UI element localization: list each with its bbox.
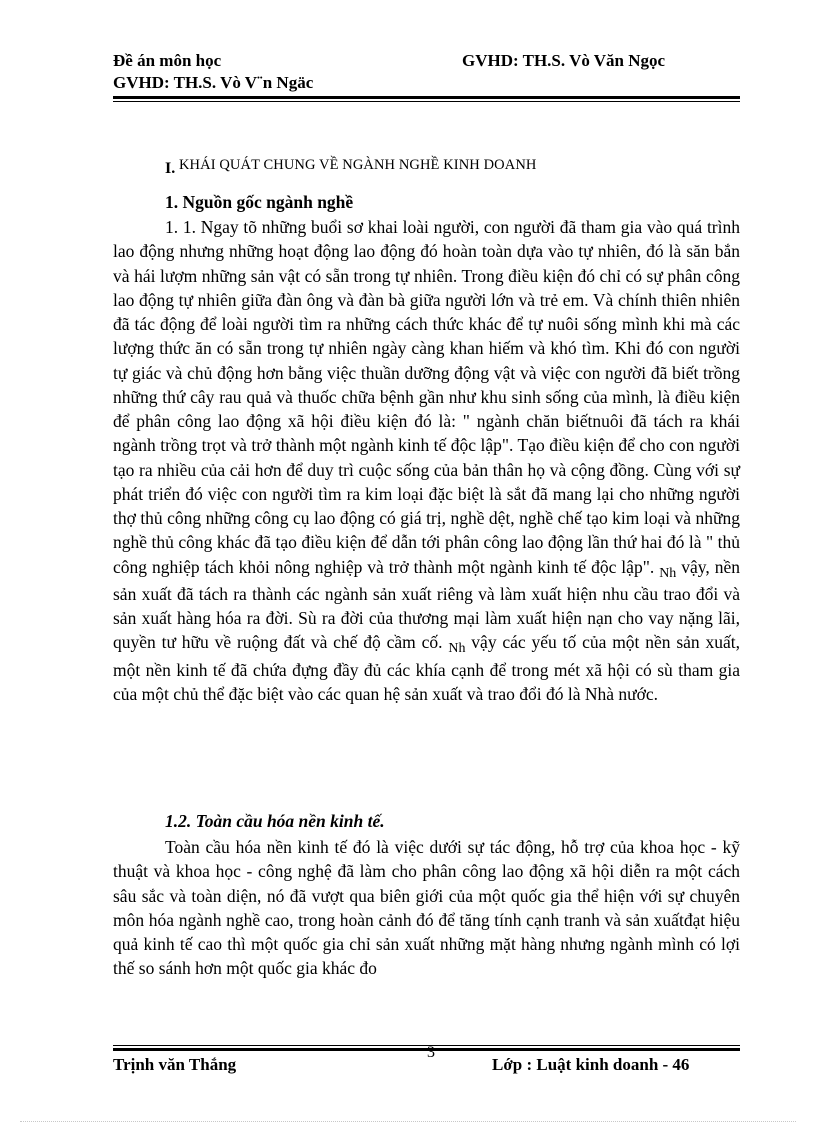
subsection-1-paragraph <box>113 215 740 706</box>
para-1-part-a: 1. 1. Ngay tõ những buổi sơ khai loài người, con người đã tham gia vào quá trình lao động nhưng những hoạt động lao động đó hoàn toàn dựa vào tự nhiên, đó là săn bắn và hái lượm những sản vật có sẵn trong tự nhiên. Trong điều kiện đó chỉ có sự phân công lao động tự nhiên giữa đàn ông và đàn bà giữa người lớn và trẻ em. Và chính thiên nhiên đã tác động để loài người tìm ra những cách thức khác để tự nuôi sống mình khi mà các lượng thức ăn có sẵn trong tự nhiên ngày càng khan hiếm và khó tìm. Khi đó con người tự giác và chủ động hơn bằng việc thuần dưỡng động vật và việc con người đã biết trồng những thứ cây rau quả và thuốc chữa bệnh gần như khu sinh sống của mình, là điều kiện để phân công lao động xã hội điều kiện đó là: " ngành chăn biếtnuôi đã tách ra khái ngành trồng trọt và trở thành một ngành kinh tế độc lập". Tạo điều kiện để cho con người tạo ra nhiều của cải hơn để duy trì cuộc sống của bản thân họ và cộng đồng. Cùng với sự phát triển đó việc con người tìm ra kim loại đặc biệt là sắt đã mang lại cho những người thợ thủ công những công cụ lao động có giá trị, nghề dệt, nghề chế tạo kim loại và những nghề thủ công khác đã tạo điều kiện để dẫn tới phân công lao động lần thứ hai đó là " thủ công nghiệp tách khỏi nông nghiệp và trở thành một ngành kinh tế độc lập". <box>113 217 740 577</box>
header-advisor-garbled: GVHD: TH.S. Vò V¨n Ngäc <box>113 73 314 92</box>
section-title: KHÁI QUÁT CHUNG VỀ NGÀNH NGHỀ KINH DOANH <box>178 157 537 173</box>
header-rule-thin <box>113 101 740 102</box>
footer-author: Trịnh văn Thắng <box>113 1055 237 1074</box>
section-heading <box>165 156 537 177</box>
para-1-part-b: vậy, nền sản xuất đã tách ra thành các ngành sản xuất riêng và làm xuất hiện nhu cầu trao đổi và sản xuất hàng hóa ra đời. Sù ra đời của thương mại làm xuất hiện nạn cho vay nặng lãi, quyền tư hữu về ruộng đất và chế độ cầm cố. <box>113 556 741 653</box>
footer-class: Lớp : Luật kinh doanh - 46 <box>492 1055 690 1074</box>
page-number: 3 <box>427 1044 435 1061</box>
header-rule-thick <box>113 96 740 99</box>
section-number: I. <box>165 160 176 177</box>
subsection-2-title: 1.2. Toàn cầu hóa nền kinh tế. <box>165 811 385 831</box>
header-subject: Đề án môn học <box>113 51 222 70</box>
subsection-2-paragraph: Toàn cầu hóa nền kinh tế đó là việc dưới sự tác động, hỗ trợ của khoa học - kỹ thuật và khoa học - công nghệ đã làm cho phân công lao động xã hội diễn ra một cách sâu sắc và toàn diện, nó đã vượt qua biên giới của một quốc gia thể hiện với sự chuyên môn hóa ngành nghề cao, trong hoàn cảnh đó để tăng tính cạnh tranh và sản xuấtđạt hiệu quả kinh tế cao thì một quốc gia chỉ sản xuất những mặt hàng nhưng ngành mình có lợi thế so sánh hơn một quốc gia khác đo <box>113 837 740 979</box>
nh-fragment-1: Nh <box>659 565 677 581</box>
page-edge-dotted-line <box>20 1121 796 1122</box>
para-1-part-c: vậy các yếu tố của một nền sản xuất, một nền kinh tế đã chứa đựng đầy đủ các khía cạnh để trong mét xã hội có sù tham gia của một chủ thể đặc biệt vào các quan hệ sản xuất và trao đổi đó là Nhà nước. <box>113 632 741 704</box>
nh-fragment-2: Nh <box>448 641 466 657</box>
subsection-1-title: 1. Nguồn gốc ngành nghề <box>165 192 354 212</box>
header-advisor: GVHD: TH.S. Vò Văn Ngọc <box>462 51 666 70</box>
